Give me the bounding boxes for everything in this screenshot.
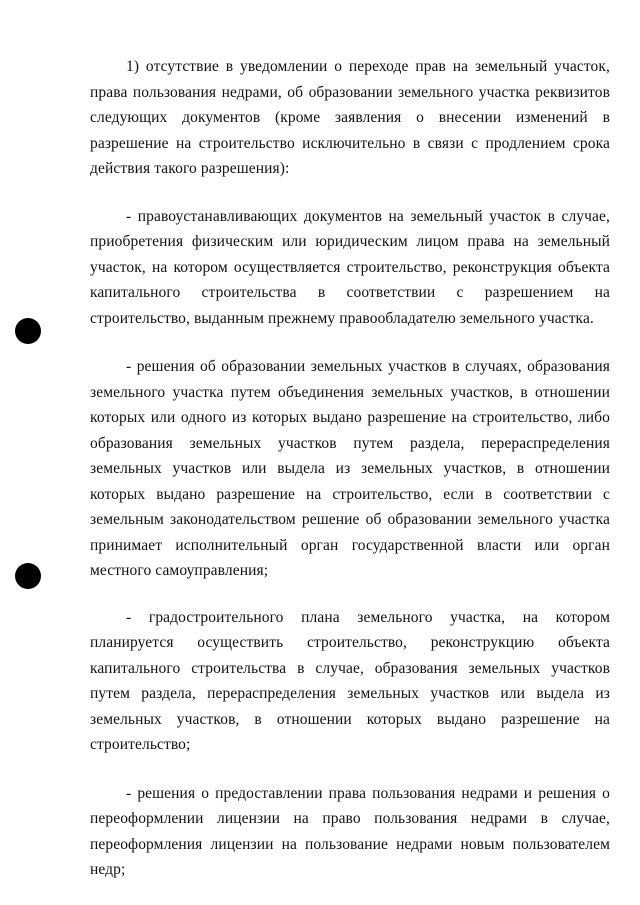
paragraph-land-formation-decision: - решения об образовании земельных участков в случаях, образования земельного участка путем объединения земельных участков, в отношении которых или одного из которых выдано разрешение на строительство, либо образования земельных участков путем раздела, перераспределения земельных участков или выдела из земельных участков, в отношении которых выдано разрешение на строительство, если в соответствии с земельным законодательством решение об образовании земельного участка принимает исполнительный орган государственной власти или орган местного самоуправления;: [90, 358, 610, 579]
punch-hole-mark: [15, 318, 41, 344]
punch-hole-mark: [15, 563, 41, 589]
paragraph-subsoil-use-decision: - решения о предоставлении права пользования недрами и решения о переоформлении лицензии на право пользования недрами в случае, переоформления лицензии на пользование недрами новым пользователем недр;: [90, 784, 610, 878]
document-body: [90, 54, 610, 883]
paragraph-urban-planning-plan: - градостроительного плана земельного участка, на котором планируется осуществить строительство, реконструкцию объекта капитального строительства в случае, образования земельных участков путем раздела, перераспределения земельных участков или выдела из земельных участков, в отношении которых выдано разрешение на строительство;: [90, 608, 610, 753]
paragraph-missing-requisites: 1) отсутствие в уведомлении о переходе прав на земельный участок, права пользования недрами, об образовании земельного участка реквизитов следующих документов (кроме заявления о внесении изменений в разрешение на строительство исключительно в связи с продлением срока действия такого разрешения):: [90, 58, 610, 177]
paragraph-title-documents: - правоустанавливающих документов на земельный участок в случае, приобретения физическим или юридическим лицом права на земельный участок, на котором осуществляется строительство, реконструкция объекта капитального строительства в соответствии с разрешением на строительство, выданным прежнему правообладателю земельного участка.: [90, 207, 610, 327]
